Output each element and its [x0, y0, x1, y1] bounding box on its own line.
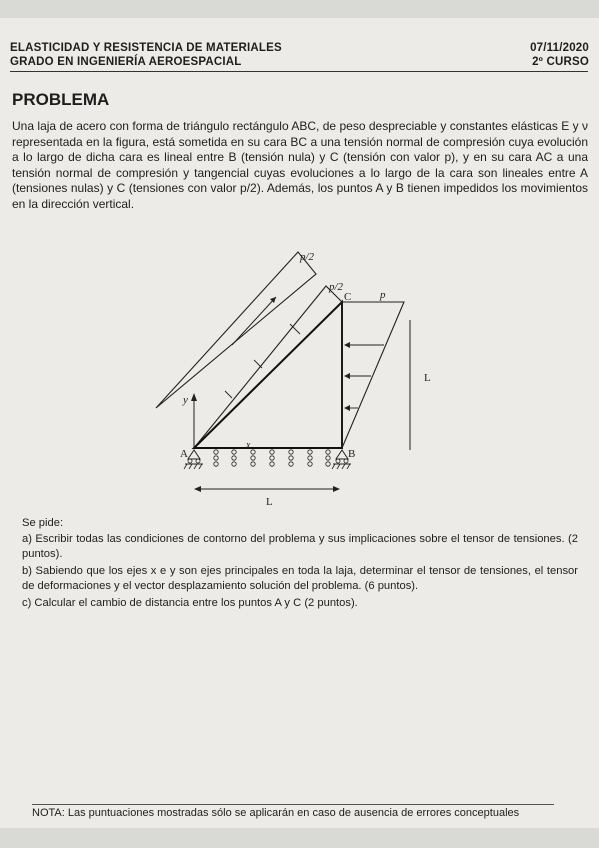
problem-statement: Una laja de acero con forma de triángulo rectángulo ABC, de peso despreciable y constantes elásticas E y ν representada en la figura, está sometida en su cara BC a una tensión normal de compresión cuya evolución a lo largo de dicha cara es lineal entre B (tensión nula) y C (tensión con valor p), y en su cara AC a una tensión normal de compresión y tangencial cuyas evoluciones a lo largo de la cara son lineales entre A (tensiones nulas) y C (tensiones con valor p/2). Además, los puntos A y B tienen impedidos los movimientos en la dirección vertical.	[12, 119, 588, 211]
exam-sheet	[0, 18, 599, 828]
question-a: a) Escribir todas las condiciones de contorno del problema y sus implicaciones sobre el tensor de tensiones. (2 puntos).	[22, 533, 578, 560]
label-p-half-normal: p/2	[329, 281, 344, 293]
triangle-abc	[194, 302, 342, 448]
label-p-half-shear: p/2	[300, 251, 315, 263]
dimension-arrow-right	[333, 486, 340, 492]
label-point-a: A	[180, 448, 188, 460]
normal-arrow-bc-3-head	[344, 405, 350, 411]
shear-arrow	[232, 297, 276, 345]
questions-intro: Se pide:	[22, 517, 64, 529]
label-p: p	[380, 289, 386, 301]
shear-stress-distribution	[156, 252, 316, 408]
label-point-c: C	[344, 291, 352, 303]
question-b: b) Sabiendo que los ejes x e y son ejes principales en toda la laja, determinar el tensor de tensiones, el tensor de deformaciones y el vector desplazamiento solución del problema. (6 puntos).	[22, 565, 578, 592]
normal-stress-distribution-bc	[342, 302, 404, 448]
label-y-axis: y	[183, 394, 188, 406]
exam-date: 07/11/2020	[530, 42, 589, 54]
y-axis-arrow	[191, 393, 197, 401]
label-l-vertical: L	[424, 372, 431, 384]
normal-arrow-ac-3	[225, 391, 232, 398]
question-c: c) Calcular el cambio de distancia entre los puntos A y C (2 puntos).	[22, 597, 358, 609]
course-year: 2º CURSO	[532, 56, 589, 68]
normal-stress-distribution-ac	[194, 286, 342, 448]
problem-figure	[0, 18, 599, 828]
subject-name: ELASTICIDAD Y RESISTENCIA DE MATERIALES	[10, 42, 282, 54]
normal-arrow-bc-2-head	[344, 373, 350, 379]
normal-arrow-ac-2	[254, 360, 262, 368]
label-x-axis: x	[246, 440, 251, 451]
note-divider	[32, 804, 554, 805]
label-point-b: B	[348, 448, 356, 460]
footer-note: NOTA: Las puntuaciones mostradas sólo se aplicarán en caso de ausencia de errores conceptuales	[32, 807, 520, 819]
intermediate-rollers	[214, 450, 330, 466]
normal-arrow-bc-1-head	[344, 342, 350, 348]
degree-name: GRADO EN INGENIERÍA AEROESPACIAL	[10, 56, 242, 68]
label-l-horizontal: L	[266, 496, 273, 508]
dimension-arrow-left	[194, 486, 201, 492]
page-title: PROBLEMA	[12, 90, 110, 109]
